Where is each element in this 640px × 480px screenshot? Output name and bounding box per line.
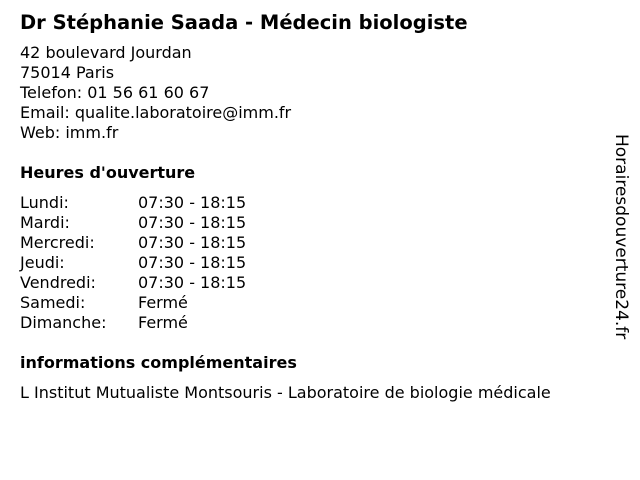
practice-card (20, 8, 610, 403)
website: Web: imm.fr (20, 123, 119, 142)
time-value: 07:30 - 18:15 (138, 253, 247, 272)
email-address: Email: qualite.laboratoire@imm.fr (20, 103, 292, 122)
day-label: Mercredi: (20, 233, 95, 252)
day-label: Vendredi: (20, 273, 96, 292)
day-label: Lundi: (20, 193, 69, 212)
time-value: Fermé (138, 313, 188, 332)
day-label: Mardi: (20, 213, 70, 232)
address-block (20, 43, 610, 143)
day-label: Samedi: (20, 293, 86, 312)
day-label: Dimanche: (20, 313, 107, 332)
site-watermark: Horairesdouverture24.fr (611, 134, 631, 340)
time-value: 07:30 - 18:15 (138, 273, 247, 292)
hours-row-tuesday (20, 213, 610, 233)
time-value: 07:30 - 18:15 (138, 213, 247, 232)
hours-row-friday (20, 273, 610, 293)
time-value: Fermé (138, 293, 188, 312)
day-label: Jeudi: (20, 253, 65, 272)
phone-number: Telefon: 01 56 61 60 67 (20, 83, 210, 102)
hours-heading: Heures d'ouverture (20, 163, 196, 182)
city-postcode: 75014 Paris (20, 63, 115, 82)
hours-table (20, 193, 610, 333)
hours-row-wednesday (20, 233, 610, 253)
page-title: Dr Stéphanie Saada - Médecin biologiste (20, 11, 468, 34)
time-value: 07:30 - 18:15 (138, 233, 247, 252)
street-address: 42 boulevard Jourdan (20, 43, 192, 62)
info-heading: informations complémentaires (20, 353, 297, 372)
hours-row-sunday (20, 313, 610, 333)
hours-row-saturday (20, 293, 610, 313)
info-text: L Institut Mutualiste Montsouris - Laboratoire de biologie médicale (20, 383, 551, 402)
time-value: 07:30 - 18:15 (138, 193, 247, 212)
hours-row-thursday (20, 253, 610, 273)
hours-row-monday (20, 193, 610, 213)
